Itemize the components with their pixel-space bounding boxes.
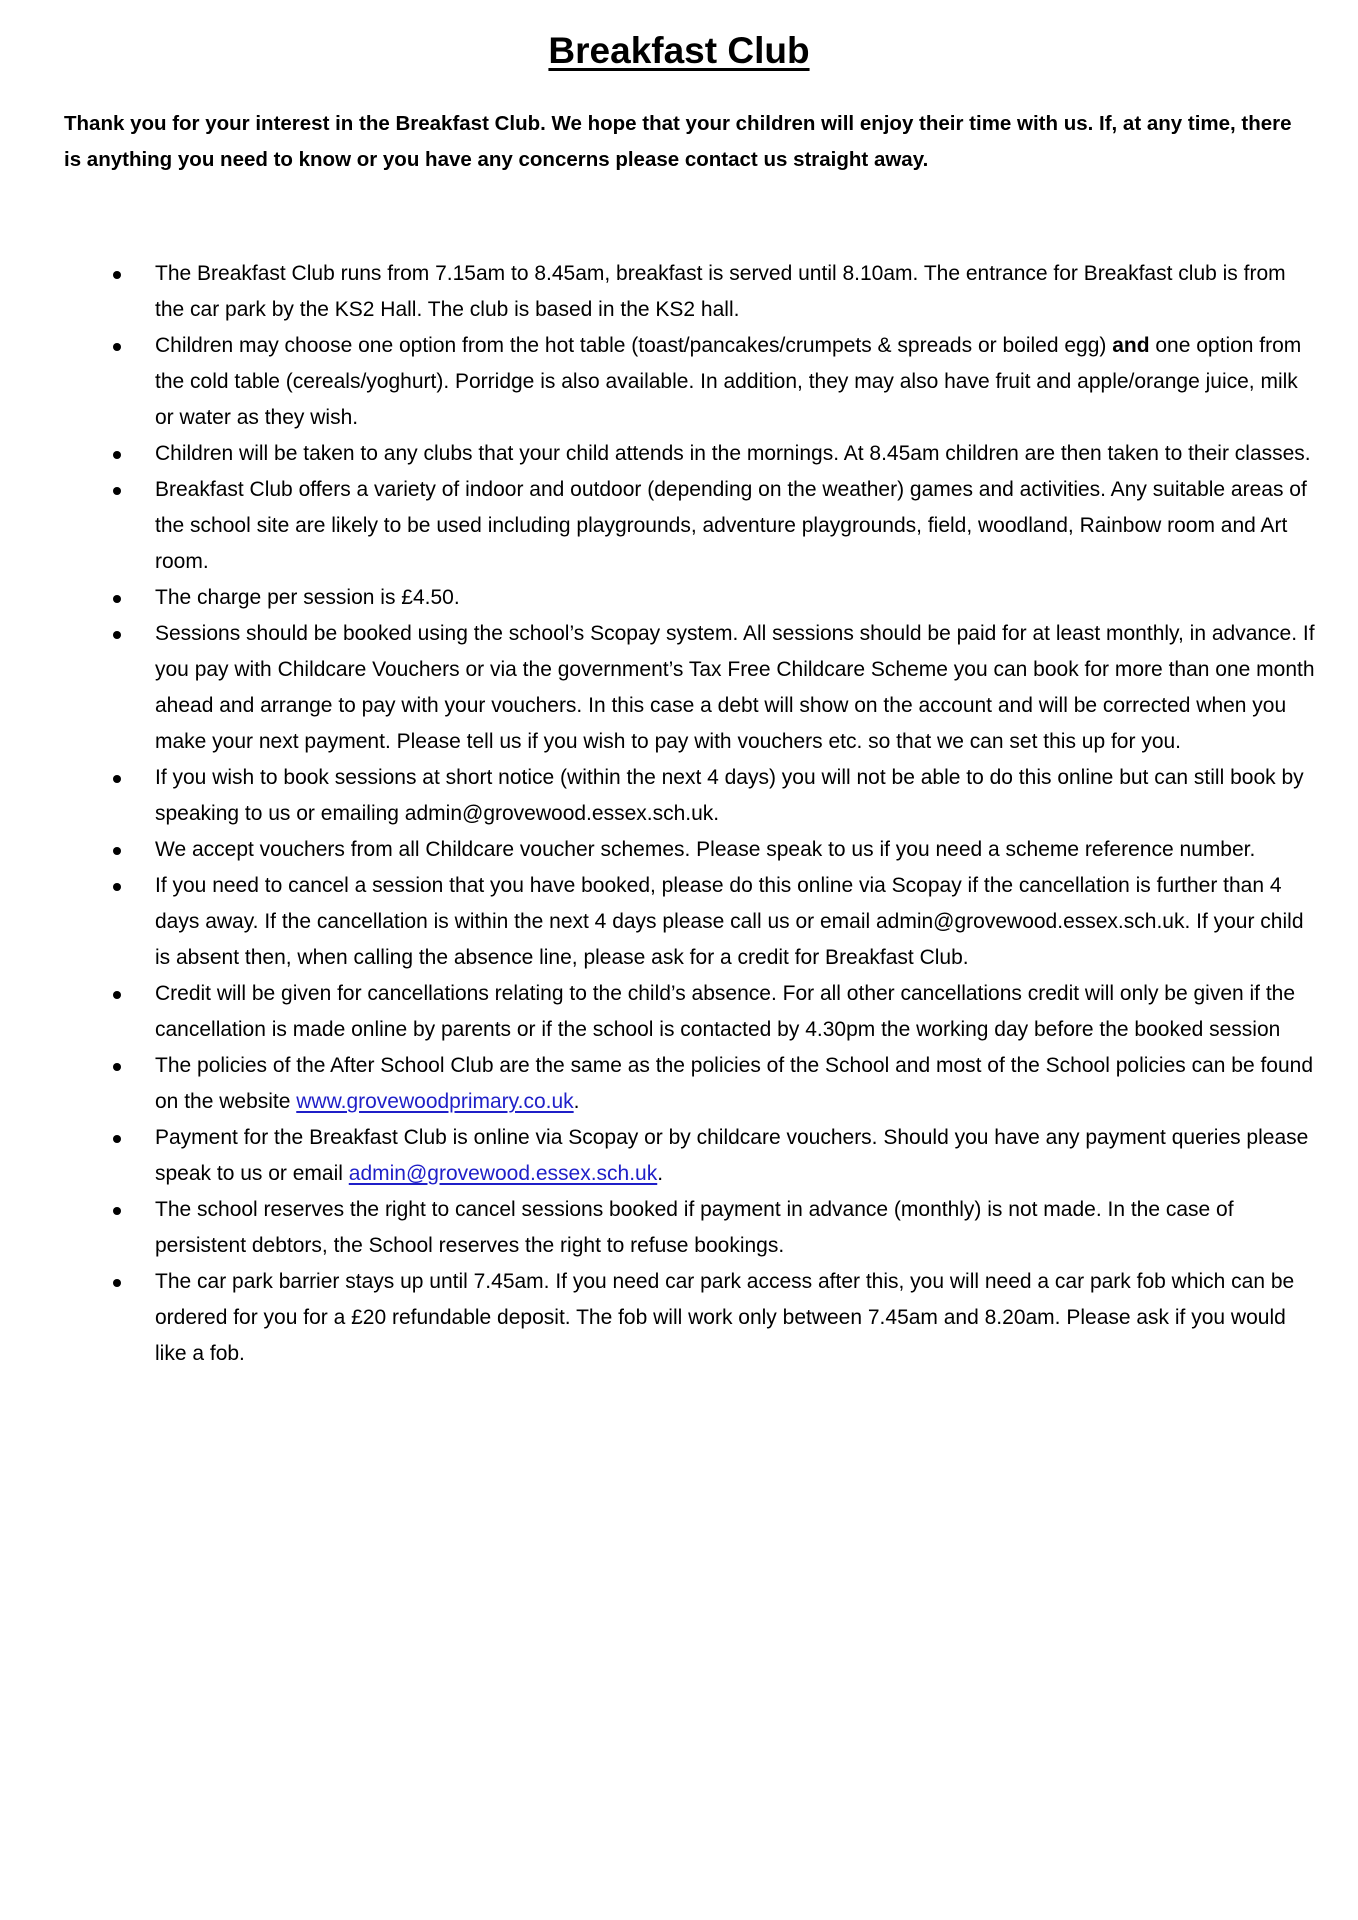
email-link[interactable]: admin@grovewood.essex.sch.uk xyxy=(348,1162,658,1185)
list-item-text: We accept vouchers from all Childcare voucher schemes. Please speak to us if you need a scheme reference number. xyxy=(155,838,1256,861)
bullet-icon xyxy=(113,451,121,459)
bullet-icon xyxy=(113,883,121,891)
list-item xyxy=(0,328,1358,436)
bullet-icon xyxy=(113,1207,121,1215)
list-item xyxy=(0,832,1358,868)
list-item-text-part: . xyxy=(573,1090,580,1113)
list-item xyxy=(0,436,1358,472)
website-link[interactable]: www.grovewoodprimary.co.uk xyxy=(296,1090,574,1113)
list-item-text: The school reserves the right to cancel sessions booked if payment in advance (monthly) is not made. In the case of persistent debtors, the School reserves the right to refuse bookings. xyxy=(155,1198,1234,1257)
bullet-icon xyxy=(113,271,121,279)
page-title: Breakfast Club xyxy=(548,30,810,71)
bullet-icon xyxy=(113,487,121,495)
list-item xyxy=(0,1120,1358,1192)
list-item-text-part: . xyxy=(657,1162,664,1185)
bullet-icon xyxy=(113,1279,121,1287)
list-item xyxy=(0,976,1358,1048)
list-item-text: The car park barrier stays up until 7.45am. If you need car park access after this, you will need a car park fob which can be ordered for you for a £20 refundable deposit. The fob will work only between 7.45am and 8.20am. Please ask if you would like a fob. xyxy=(155,1270,1295,1365)
list-item-text xyxy=(155,1120,1318,1192)
list-item xyxy=(0,472,1358,580)
list-item-text: The charge per session is £4.50. xyxy=(155,586,460,609)
bullet-icon xyxy=(113,631,121,639)
bullet-icon xyxy=(113,595,121,603)
list-item xyxy=(0,868,1358,976)
list-item xyxy=(0,580,1358,616)
list-item-text: Sessions should be booked using the school’s Scopay system. All sessions should be paid for at least monthly, in advance. If you pay with Childcare Vouchers or via the government’s Tax Free Childcare Scheme you can book for more than one month ahead and arrange to pay with your vouchers. In this case a debt will show on the account and will be corrected when you make your next payment. Please tell us if you wish to pay with vouchers etc. so that we can set this up for you. xyxy=(155,622,1315,753)
list-item-text: The Breakfast Club runs from 7.15am to 8.45am, breakfast is served until 8.10am. The entrance for Breakfast club is from the car park by the KS2 Hall. The club is based in the KS2 hall. xyxy=(155,262,1286,321)
list-item-text: Breakfast Club offers a variety of indoor and outdoor (depending on the weather) games and activities. Any suitable areas of the school site are likely to be used including playgrounds, adventure playgrounds, field, woodland, Rainbow room and Art room. xyxy=(155,478,1307,573)
list-item xyxy=(0,760,1358,832)
list-item-text xyxy=(155,1048,1318,1120)
list-item xyxy=(0,1264,1358,1372)
list-item xyxy=(0,256,1358,328)
bullet-icon xyxy=(113,991,121,999)
bullet-icon xyxy=(113,343,121,351)
list-item-text-part: one option from the cold table (cereals/yoghurt). Porridge is also available. In addition, they may also have fruit and apple/orange juice, milk or water as they wish. xyxy=(155,334,1302,429)
bullet-list xyxy=(0,256,1358,1372)
list-item-text: If you wish to book sessions at short notice (within the next 4 days) you will not be able to do this online but can still book by speaking to us or emailing admin@grovewood.essex.sch.uk. xyxy=(155,766,1304,825)
list-item-text-part: Payment for the Breakfast Club is online via Scopay or by childcare vouchers. Should you have any payment queries please speak to us or email xyxy=(155,1126,1309,1185)
list-item xyxy=(0,1192,1358,1264)
list-item-text: Children will be taken to any clubs that your child attends in the mornings. At 8.45am children are then taken to their classes. xyxy=(155,442,1311,465)
bullet-icon xyxy=(113,1063,121,1071)
bullet-icon xyxy=(113,775,121,783)
list-item-text-part: The policies of the After School Club are the same as the policies of the School and most of the School policies can be found on the website xyxy=(155,1054,1314,1113)
list-item-text: Credit will be given for cancellations relating to the child’s absence. For all other cancellations credit will only be given if the cancellation is made online by parents or if the school is contacted by 4.30pm the working day before the booked session xyxy=(155,982,1296,1041)
list-item xyxy=(0,1048,1358,1120)
bullet-icon xyxy=(113,1135,121,1143)
list-item-bold-word: and xyxy=(1112,334,1150,357)
list-item-text: If you need to cancel a session that you have booked, please do this online via Scopay if the cancellation is further than 4 days away. If the cancellation is within the next 4 days please call us or email admin@grovewood.essex.sch.uk. If your child is absent then, when calling the absence line, please ask for a credit for Breakfast Club. xyxy=(155,874,1304,969)
list-item xyxy=(0,616,1358,760)
bullet-icon xyxy=(113,847,121,855)
list-item-text-part: Children may choose one option from the hot table (toast/pancakes/crumpets & spreads or boiled egg) xyxy=(155,334,1113,357)
intro-paragraph: Thank you for your interest in the Breakfast Club. We hope that your children will enjoy their time with us. If, at any time, there is anything you need to know or you have any concerns please contact us straight away. xyxy=(64,112,1292,171)
list-item-text xyxy=(155,328,1318,436)
